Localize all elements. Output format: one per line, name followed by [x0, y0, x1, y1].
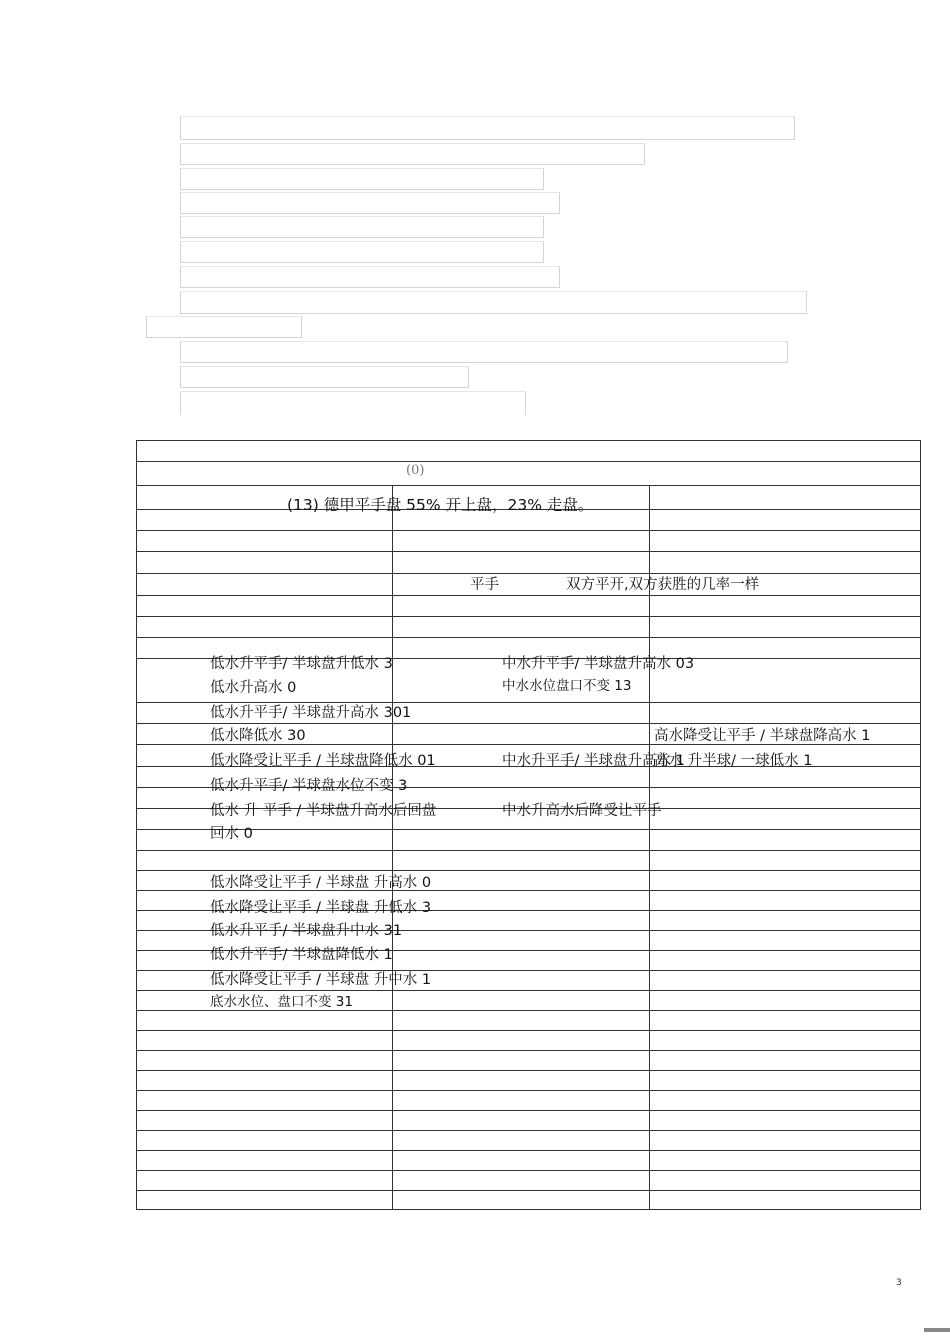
corner-mark	[924, 1328, 950, 1332]
cell-text: 低水降低水 30	[210, 728, 306, 744]
page-number: 3	[896, 1278, 902, 1288]
table-line	[136, 1090, 921, 1091]
cell-text: 低水升高水 0	[210, 680, 297, 696]
ghost-bar	[180, 216, 544, 238]
cell-text: 低水升平手/ 半球盘升中水 31	[210, 923, 403, 939]
cell-text: 低水升平手/ 半球盘升高水 301	[210, 705, 412, 721]
table-line	[136, 702, 921, 703]
section-heading: (13) 德甲平手盘 55% 开上盘，23% 走盘。	[287, 496, 594, 514]
table-line	[136, 461, 921, 462]
table-line	[136, 551, 921, 552]
table-line	[136, 990, 921, 991]
ghost-bar	[146, 316, 302, 338]
ghost-bar	[180, 168, 544, 190]
cell-text: 中水升平手/ 半球盘升高水 1	[502, 753, 685, 769]
cell-text: 低水降受让平手 / 半球盘 升中水 1	[210, 972, 432, 988]
cell-text: 回水 0	[210, 826, 253, 842]
table-line	[136, 616, 921, 617]
cell-text: 双方平开,双方获胜的几率一样	[566, 577, 760, 593]
table-line	[136, 573, 921, 574]
cell-text: 中水水位盘口不变 13	[502, 678, 632, 694]
table-line	[136, 1070, 921, 1071]
cell-text: 低水升平手/ 半球盘降低水 1	[210, 947, 393, 963]
ghost-bar	[180, 291, 807, 314]
cell-text: 低水升平手/ 半球盘水位不变 3	[210, 778, 408, 794]
table-line	[920, 440, 921, 1209]
table-line	[136, 850, 921, 851]
section-marker: (0)	[406, 463, 425, 478]
table-line	[136, 1050, 921, 1051]
ghost-bar	[180, 266, 560, 288]
table-line	[136, 637, 921, 638]
table-line	[136, 829, 921, 830]
cell-text: 低水降受让平手 / 半球盘 升低水 3	[210, 900, 432, 916]
cell-text: 平手	[470, 577, 499, 593]
cell-text: 中水升平手/ 半球盘升高水 03	[502, 656, 695, 672]
table-line	[136, 1030, 921, 1031]
ghost-bar	[180, 391, 526, 415]
cell-text: 中水升高水后降受让平手	[502, 803, 662, 819]
ghost-bar	[180, 116, 795, 140]
table-line	[136, 1209, 921, 1210]
table-line	[136, 723, 921, 724]
table-line	[136, 485, 921, 486]
cell-text: 高水降受让平手 / 半球盘降高水 1	[654, 728, 871, 744]
table-line	[136, 440, 137, 1209]
table-line	[136, 870, 921, 871]
ghost-bar	[180, 192, 560, 214]
cell-text: 高水 升半球/ 一球低水 1	[654, 753, 813, 769]
cell-text: 低水降受让平手 / 半球盘 升高水 0	[210, 875, 432, 891]
table-line	[136, 1130, 921, 1131]
table-line	[136, 530, 921, 531]
cell-text: 低水降受让平手 / 半球盘降低水 01	[210, 753, 436, 769]
table-line	[136, 1150, 921, 1151]
ghost-bar	[180, 241, 544, 263]
ghost-bar	[180, 366, 469, 388]
table-line	[136, 595, 921, 596]
cell-text: 低水 升 平手 / 半球盘升高水后回盘	[210, 803, 437, 819]
table-line	[136, 440, 921, 441]
cell-text: 低水升平手/ 半球盘升低水 3	[210, 656, 393, 672]
ghost-bar	[180, 341, 788, 363]
ghost-bar	[180, 143, 645, 165]
table-line	[136, 1190, 921, 1191]
table-line	[392, 485, 393, 1209]
table-line	[136, 1110, 921, 1111]
table-line	[136, 1170, 921, 1171]
cell-text: 底水水位、盘口不变 31	[210, 994, 353, 1010]
